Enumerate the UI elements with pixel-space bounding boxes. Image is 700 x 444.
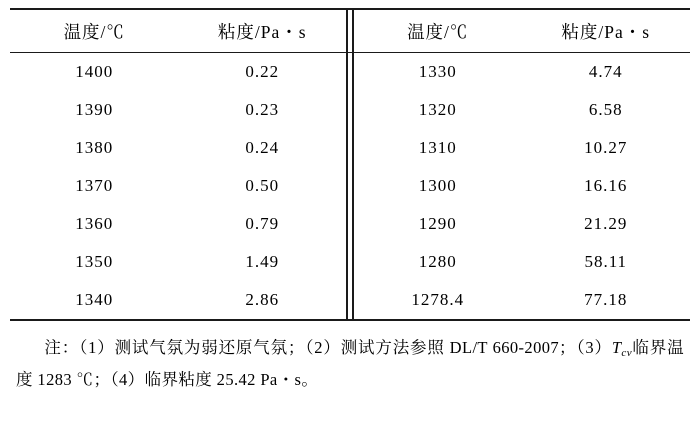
cell-right-viscosity: 10.27 xyxy=(584,138,628,157)
cell-left-viscosity: 0.23 xyxy=(245,100,280,119)
note-item-4: 临界粘度 25.42 Pa・s。 xyxy=(144,370,319,389)
cell-left-viscosity: 0.24 xyxy=(245,138,280,157)
note-item-2: 测试方法参照 DL/T 660-2007；（3） xyxy=(340,338,612,357)
table-row xyxy=(10,167,690,205)
header-right-viscosity: 粘度/Pa・s xyxy=(561,21,651,42)
table-row xyxy=(10,53,690,91)
cell-left-viscosity: 2.86 xyxy=(245,290,280,309)
cell-left-temperature: 1350 xyxy=(75,252,114,271)
cell-left-viscosity: 0.79 xyxy=(245,214,280,233)
cell-right-temperature: 1300 xyxy=(418,176,457,195)
cell-right-viscosity: 58.11 xyxy=(584,252,628,271)
note-symbol xyxy=(612,338,632,357)
note-symbol-letter: T xyxy=(611,338,622,357)
table-row xyxy=(10,243,690,281)
cell-left-temperature: 1380 xyxy=(75,138,114,157)
table-page xyxy=(0,8,700,444)
cell-left-temperature: 1370 xyxy=(75,176,114,195)
cell-left-viscosity: 0.22 xyxy=(245,62,280,81)
viscosity-table xyxy=(10,10,690,52)
header-left-temperature: 温度/℃ xyxy=(63,21,125,42)
cell-right-temperature: 1320 xyxy=(418,100,457,119)
cell-right-viscosity: 6.58 xyxy=(588,100,623,119)
cell-left-temperature: 1390 xyxy=(75,100,114,119)
table-header xyxy=(10,10,690,52)
cell-right-temperature: 1330 xyxy=(418,62,457,81)
cell-right-viscosity: 4.74 xyxy=(588,62,623,81)
cell-right-viscosity: 77.18 xyxy=(584,290,628,309)
note-lead: 注：（1） xyxy=(44,338,115,357)
table-body xyxy=(10,53,690,319)
header-right-temperature: 温度/℃ xyxy=(407,21,469,42)
cell-right-temperature: 1278.4 xyxy=(411,290,465,309)
table-note xyxy=(10,321,690,395)
viscosity-table-body xyxy=(10,53,690,319)
cell-left-viscosity: 0.50 xyxy=(245,176,280,195)
cell-right-viscosity: 16.16 xyxy=(584,176,628,195)
cell-right-temperature: 1310 xyxy=(418,138,457,157)
cell-left-temperature: 1340 xyxy=(75,290,114,309)
header-row xyxy=(10,10,690,52)
table-row xyxy=(10,205,690,243)
table-row xyxy=(10,129,690,167)
table-row xyxy=(10,91,690,129)
cell-left-temperature: 1360 xyxy=(75,214,114,233)
cell-right-viscosity: 21.29 xyxy=(584,214,628,233)
note-item-1: 测试气氛为弱还原气氛；（2） xyxy=(114,338,341,357)
note-symbol-subscript: cv xyxy=(621,347,632,359)
note-item-3: 临界温度 1283 ℃；（4） xyxy=(16,338,684,389)
table-row xyxy=(10,281,690,319)
cell-right-temperature: 1280 xyxy=(418,252,457,271)
cell-left-viscosity: 1.49 xyxy=(245,252,280,271)
header-left-viscosity: 粘度/Pa・s xyxy=(217,21,307,42)
cell-left-temperature: 1400 xyxy=(75,62,114,81)
cell-right-temperature: 1290 xyxy=(418,214,457,233)
